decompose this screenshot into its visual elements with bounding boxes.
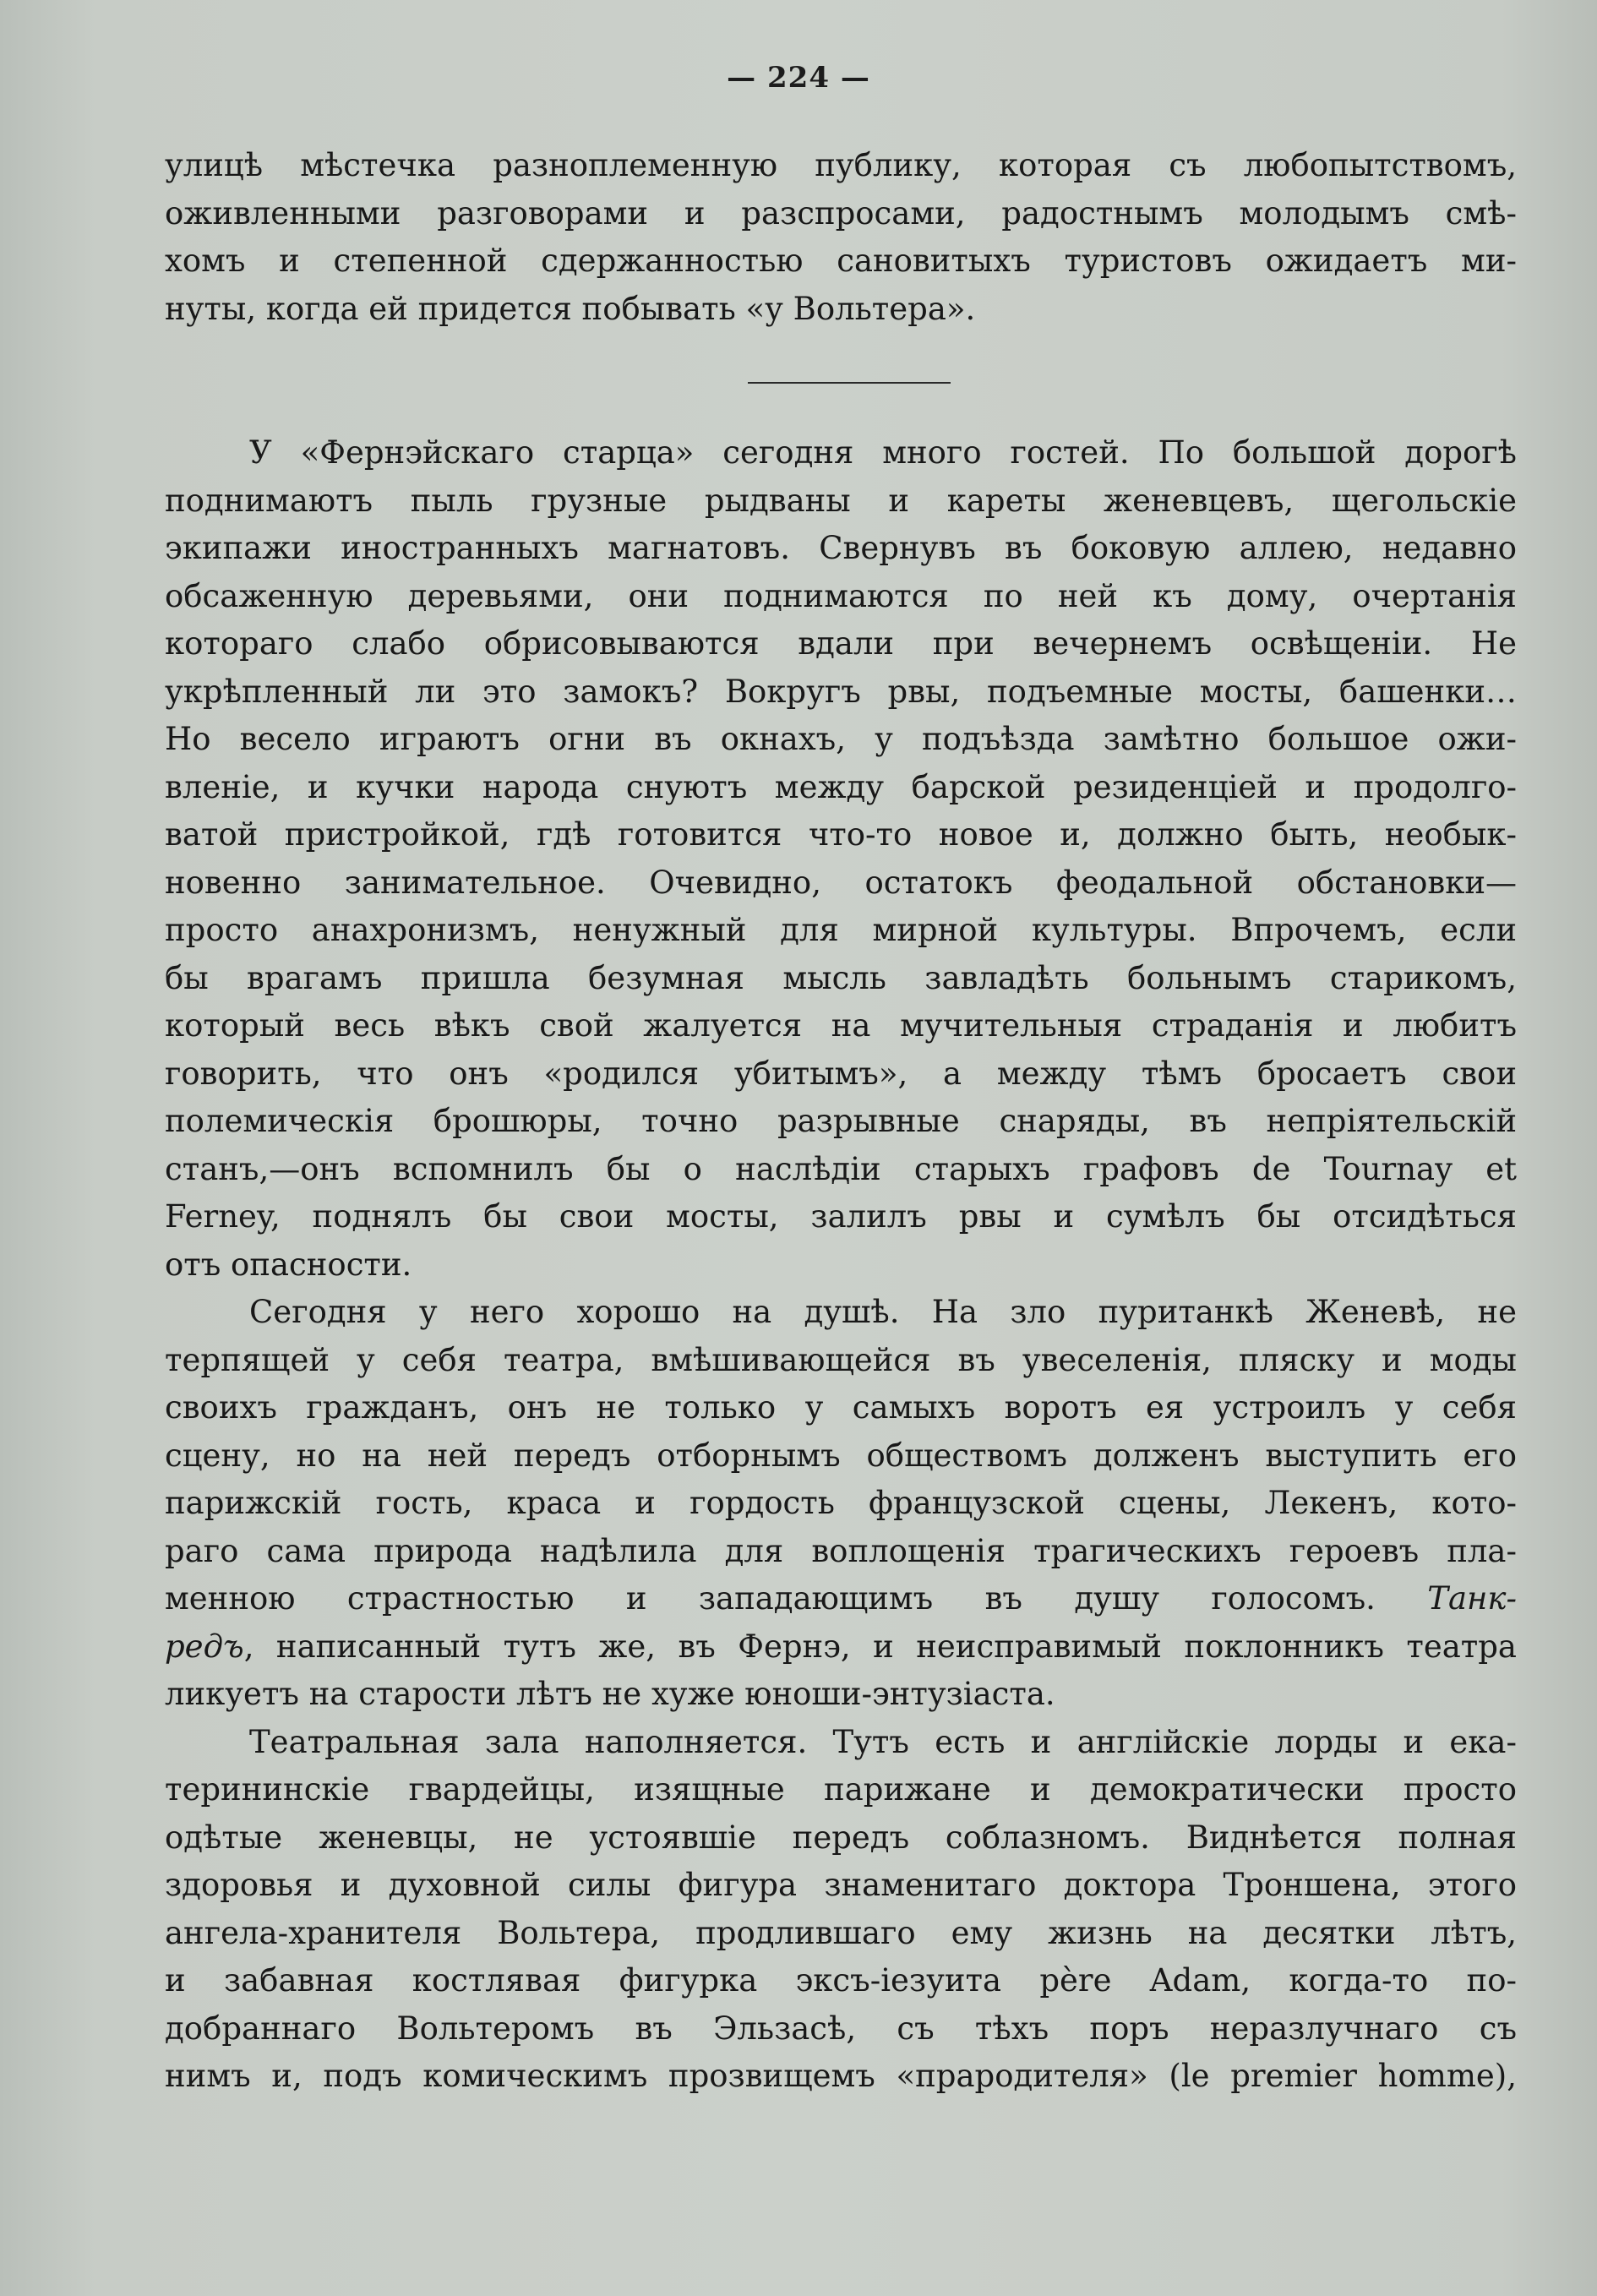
text-line: добраннаго Вольтеромъ въ Эльзасѣ, съ тѣхъ поръ неразлучнаго съ: [165, 2010, 1517, 2047]
text-line: ликуетъ на старости лѣтъ не хуже юноши-энтузіаста.: [165, 1676, 1055, 1712]
text-line: укрѣпленный ли это замокъ? Вокругъ рвы, подъемные мосты, башенки…: [165, 673, 1517, 710]
top-paragraph: [165, 142, 1517, 333]
text-line: улицѣ мѣстечка разноплеменную публику, которая съ любопытствомъ,: [165, 147, 1517, 183]
text-line: поднимаютъ пыль грузные рыдваны и кареты женевцевъ, щегольскіе: [165, 482, 1517, 519]
text-line: своихъ гражданъ, онъ не только у самыхъ воротъ ея устроилъ у себя: [165, 1389, 1517, 1426]
italic-title-part: Танк-: [1427, 1580, 1517, 1617]
text-line: новенно занимательное. Очевидно, остатокъ феодальной обстановки—: [165, 864, 1517, 901]
text-line: хомъ и степенной сдержанностью сановитыхъ туристовъ ожидаетъ ми-: [165, 243, 1517, 279]
text-line-with-italic: [165, 1575, 1517, 1623]
text-line: Но весело играютъ огни въ окнахъ, у подъѣзда замѣтно большое ожи-: [165, 721, 1517, 757]
text-line: терпящей у себя театра, вмѣшивающейся въ увеселенія, пляску и моды: [165, 1341, 1517, 1378]
text-line: экипажи иностранныхъ магнатовъ. Свернувъ въ боковую аллею, недавно: [165, 530, 1517, 566]
text-line: котораго слабо обрисовываются вдали при вечернемъ освѣщеніи. Не: [165, 625, 1517, 662]
text-line: раго сама природа надѣлила для воплощенія трагическихъ героевъ пла-: [165, 1532, 1517, 1569]
text-line: бы врагамъ пришла безумная мысль завладѣть больнымъ старикомъ,: [165, 959, 1517, 996]
main-text: [165, 429, 1517, 2101]
text-line: который весь вѣкъ свой жалуется на мучительныя страданія и любитъ: [165, 1007, 1517, 1044]
text-line: одѣтые женевцы, не устоявшіе передъ соблазномъ. Виднѣется полная: [165, 1819, 1517, 1856]
text-line: парижскій гость, краса и гордость французской сцены, Лекенъ, кото-: [165, 1485, 1517, 1521]
text-run: , написанный тутъ же, въ Фернэ, и неисправимый поклонникъ театра: [243, 1628, 1517, 1665]
text-line: отъ опасности.: [165, 1246, 412, 1283]
page-number: — 224 —: [727, 61, 870, 95]
text-line: Сегодня у него хорошо на душѣ. На зло пуританкѣ Женевѣ, не: [249, 1294, 1517, 1330]
text-line: нимъ и, подъ комическимъ прозвищемъ «прародителя» (le premier homme),: [165, 2058, 1517, 2094]
text-line: и забавная костлявая фигурка эксъ-іезуита père Adam, когда-то по-: [165, 1962, 1517, 1999]
text-line: просто анахронизмъ, ненужный для мирной культуры. Впрочемъ, если: [165, 912, 1517, 948]
text-line: ватой пристройкой, гдѣ готовится что-то новое и, должно быть, необык-: [165, 816, 1517, 853]
text-run: менною страстностью и западающимъ въ душу голосомъ.: [165, 1580, 1428, 1617]
text-line: обсаженную деревьями, они поднимаются по ней къ дому, очертанія: [165, 577, 1517, 614]
text-line: Театральная зала наполняется. Тутъ есть и англійскіе лорды и ека-: [249, 1723, 1517, 1760]
text-line: станъ,—онъ вспомнилъ бы о наслѣдіи старыхъ графовъ de Tournay et: [165, 1150, 1517, 1187]
text-line: Ferney, поднялъ бы свои мосты, залилъ рвы и сумѣлъ бы отсидѣться: [165, 1198, 1517, 1235]
text-line-with-italic: [165, 1623, 1517, 1672]
text-line: здоровья и духовной силы фигура знаменитаго доктора Троншена, этого: [165, 1867, 1517, 1903]
section-divider: [748, 382, 951, 384]
text-line: сцену, но на ней передъ отборнымъ обществомъ долженъ выступить его: [165, 1437, 1517, 1474]
text-line: нуты, когда ей придется побывать «у Вольтера».: [165, 290, 976, 327]
text-line: терининскіе гвардейцы, изящные парижане и демократически просто: [165, 1771, 1517, 1808]
italic-title-part: редъ: [165, 1628, 244, 1665]
text-line: полемическія брошюры, точно разрывные снаряды, въ непріятельскій: [165, 1103, 1517, 1139]
text-line: говорить, что онъ «родился убитымъ», а между тѣмъ бросаетъ свои: [165, 1055, 1517, 1092]
text-line: оживленными разговорами и разспросами, радостнымъ молодымъ смѣ-: [165, 194, 1517, 232]
text-line: ангела-хранителя Вольтера, продлившаго ему жизнь на десятки лѣтъ,: [165, 1914, 1517, 1951]
text-line: вленіе, и кучки народа снуютъ между барской резиденціей и продолго-: [165, 768, 1517, 805]
text-line: У «Фернэйскаго старца» сегодня много гостей. По большой дорогѣ: [249, 434, 1517, 471]
